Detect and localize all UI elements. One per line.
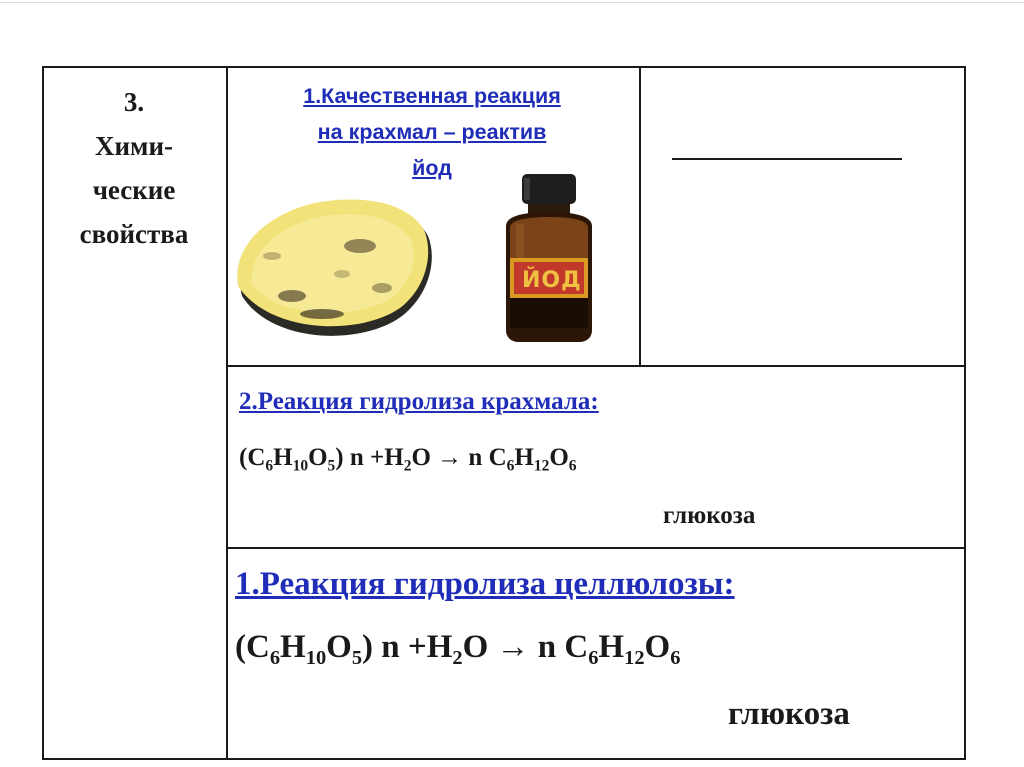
blank-answer-line <box>672 158 902 160</box>
starch-hydrolysis-heading: 2.Реакция гидролиза крахмала: <box>239 388 599 415</box>
table-border-bottom <box>42 758 966 760</box>
section-number: 3. <box>123 87 145 117</box>
cellulose-hydrolysis-equation: $(C_6H_{10}O_5)$ $n +H_2O \to n$ $C_6H_{12}O_6$ <box>235 629 681 670</box>
cellulose-hydrolysis-product: глюкоза <box>728 696 850 732</box>
section-title-line-2: ческие <box>92 175 176 205</box>
chemical-properties-table <box>42 66 966 760</box>
column-divider-1 <box>226 66 228 760</box>
qualitative-reaction-line-2: на крахмал – реактив <box>317 120 547 144</box>
column-divider-2 <box>639 66 641 366</box>
row-divider-2 <box>226 547 966 549</box>
row-divider-1 <box>226 365 966 367</box>
starch-hydrolysis-equation: $(C_6H_{10}O_5)$ $n +H_2O \to n$ $C_6H_{12}O_6$ <box>239 444 577 475</box>
qualitative-reaction-line-3: йод <box>412 156 452 180</box>
iodine-bottle-label: ЙОД <box>522 268 582 293</box>
section-title <box>42 66 226 256</box>
table-border-right <box>964 66 966 760</box>
starch-hydrolysis-product: глюкоза <box>663 502 756 529</box>
iodine-bottle-image <box>494 174 604 342</box>
section-title-line-3: свойства <box>79 219 189 249</box>
qualitative-reaction-line-1: 1.Качественная реакция <box>303 84 561 108</box>
top-divider <box>0 2 1024 3</box>
potato-slice-image <box>232 196 442 346</box>
qualitative-reaction-title <box>237 78 627 186</box>
cellulose-hydrolysis-heading: 1.Реакция гидролиза целлюлозы: <box>235 566 735 602</box>
section-title-line-1: Хими- <box>95 131 173 161</box>
